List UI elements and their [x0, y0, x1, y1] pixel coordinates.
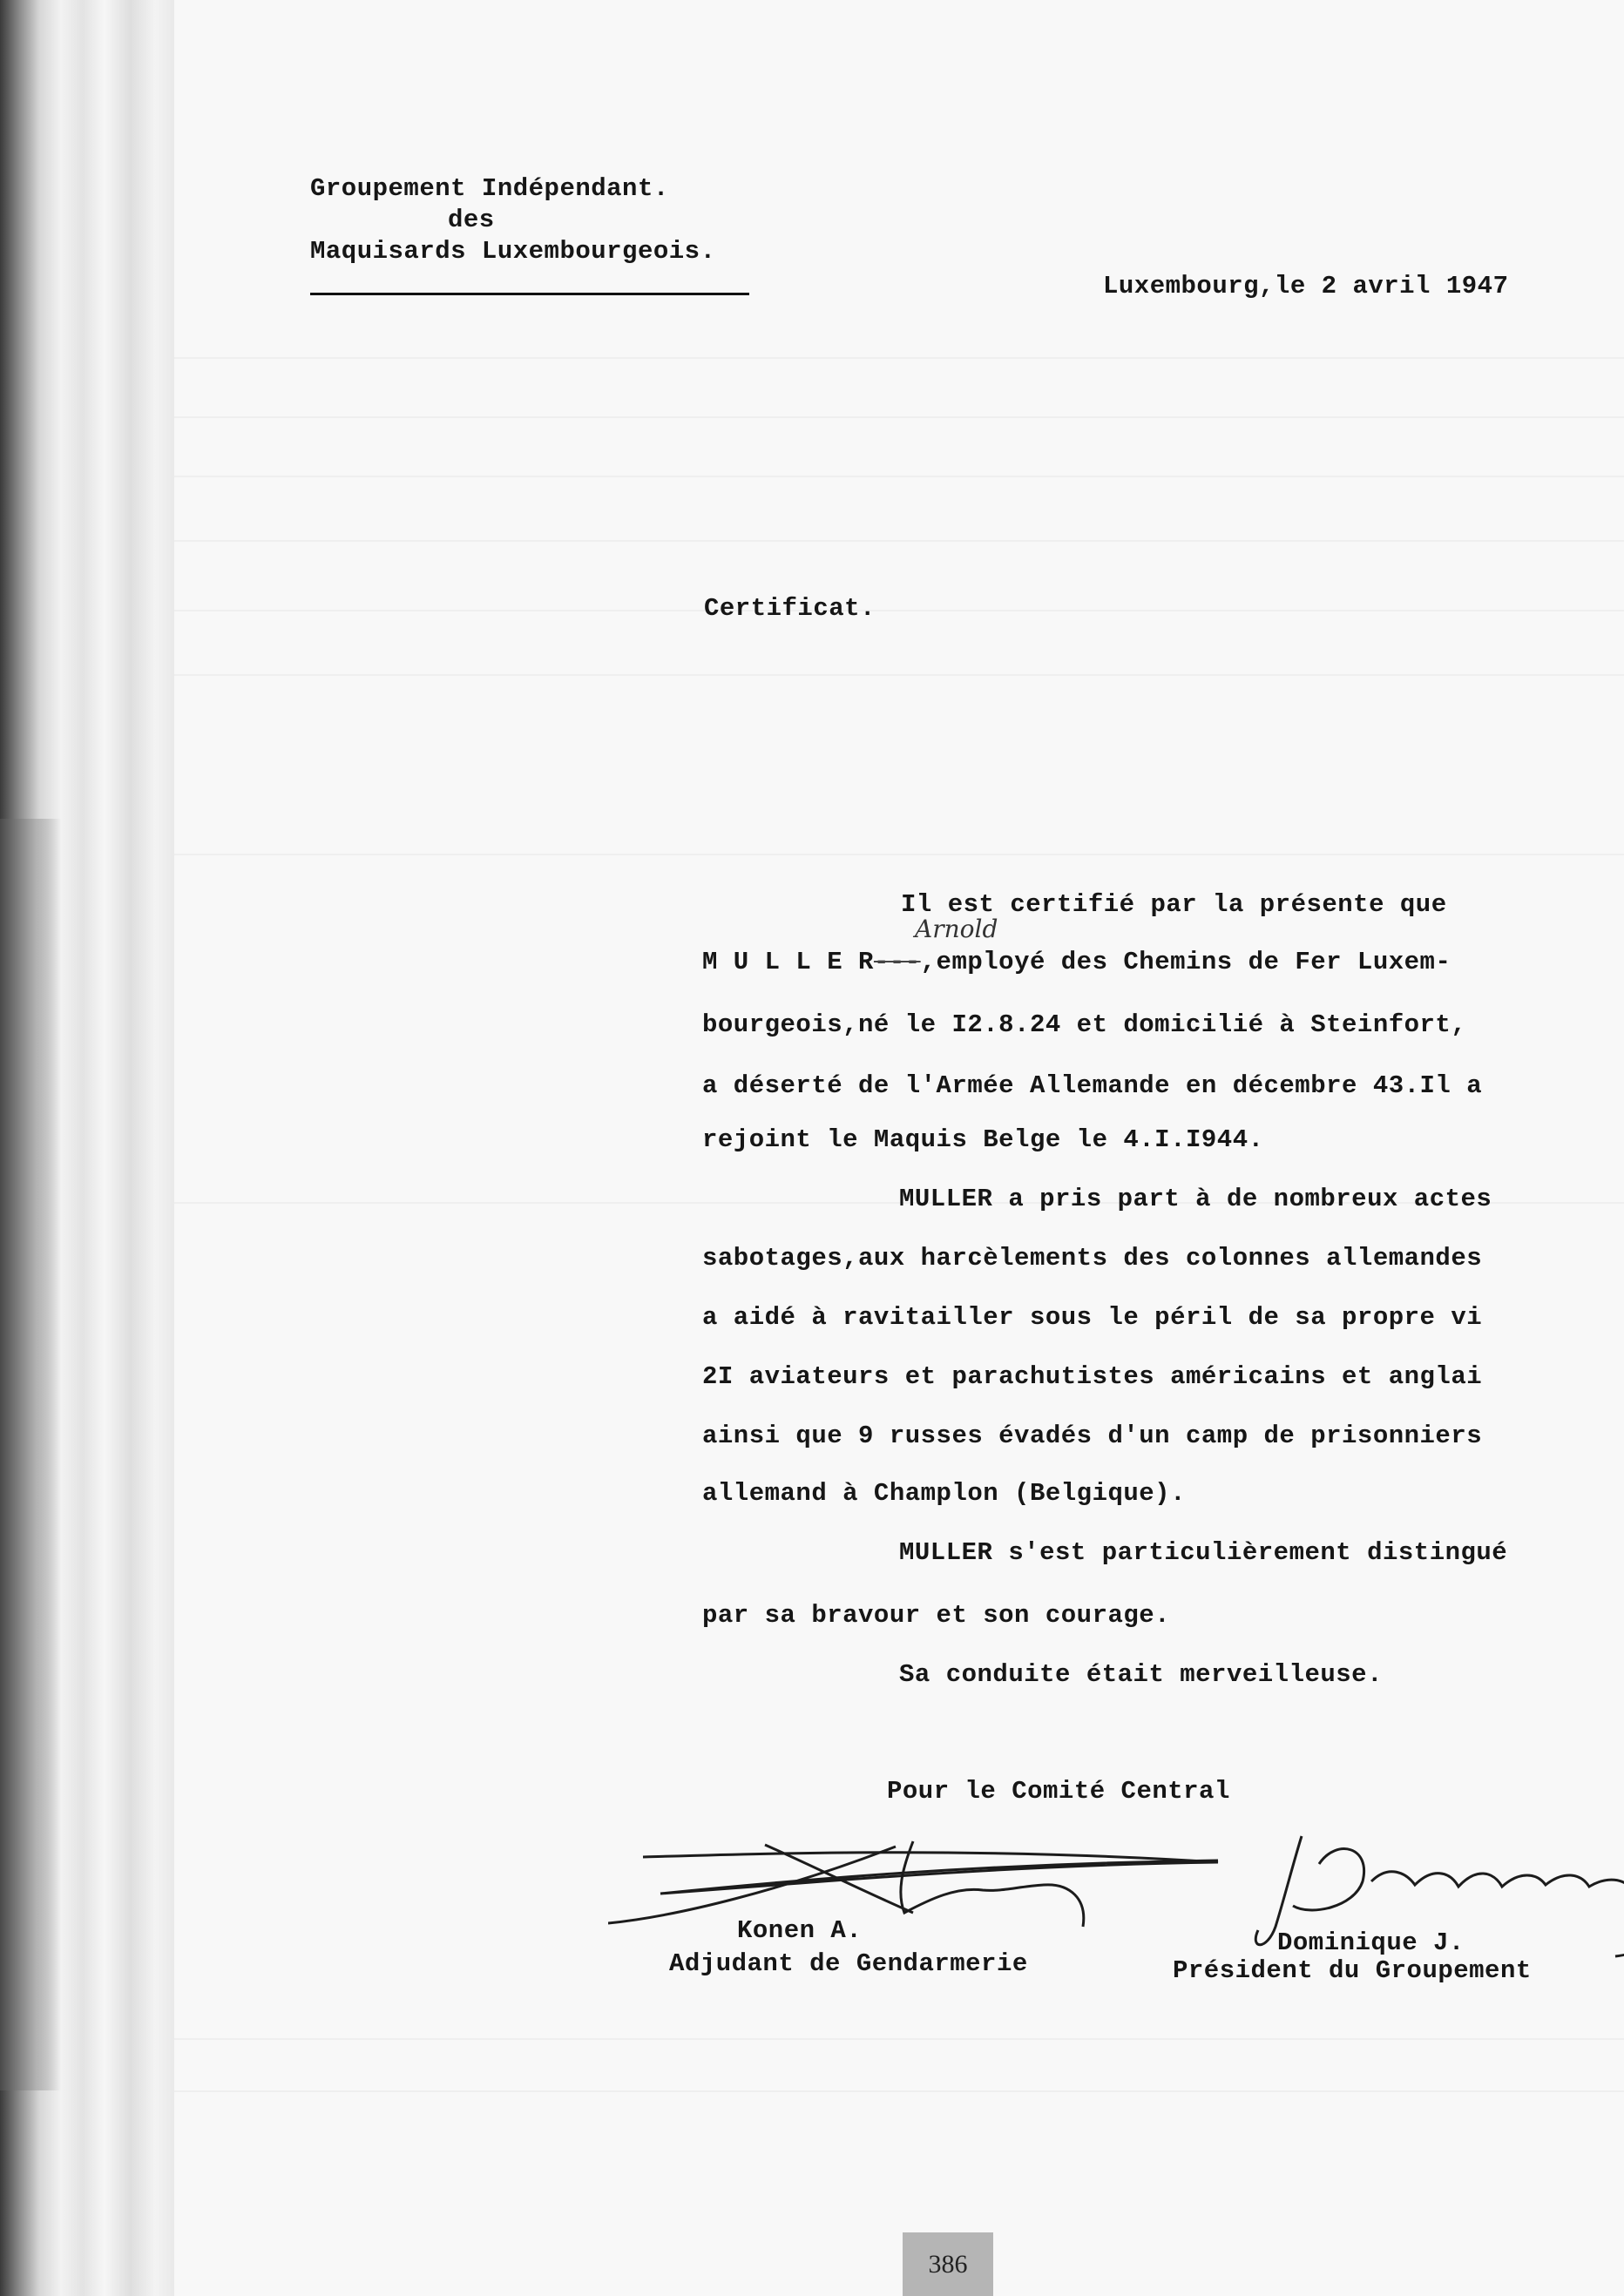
binding-shadow: [0, 819, 61, 2090]
body-line: sabotages,aux harcèlements des colonnes allemandes: [702, 1244, 1483, 1273]
bleed-through: [174, 2090, 1624, 2092]
bleed-through: [174, 854, 1624, 855]
org-line-2: des: [448, 206, 495, 234]
bleed-through: [174, 2038, 1624, 2040]
bleed-through: [174, 540, 1624, 542]
body-line: MULLER a pris part à de nombreux actes: [899, 1185, 1492, 1213]
body-line: [702, 948, 1451, 976]
signature-konen: [608, 1829, 1235, 1942]
bleed-through: [174, 416, 1624, 418]
page-number: 386: [903, 2232, 993, 2296]
body-line: ainsi que 9 russes évadés d'un camp de prisonniers: [702, 1421, 1483, 1450]
body-line: allemand à Champlon (Belgique).: [702, 1479, 1186, 1508]
handwritten-first-name: Arnold: [915, 915, 998, 943]
date-line: Luxembourg,le 2 avril 1947: [1103, 272, 1509, 301]
document-title: Certificat.: [704, 594, 876, 623]
org-line-3: Maquisards Luxembourgeois.: [310, 237, 716, 266]
document-page: [174, 0, 1624, 2296]
org-line-1: Groupement Indépendant.: [310, 174, 669, 203]
body-line: MULLER s'est particulièrement distingué: [899, 1538, 1508, 1567]
bleed-through: [174, 476, 1624, 477]
body-line: par sa bravour et son courage.: [702, 1601, 1171, 1630]
bleed-through: [174, 674, 1624, 676]
letterhead-rule: [310, 293, 749, 295]
body-line: 2I aviateurs et parachutistes américains et anglai: [702, 1362, 1483, 1391]
body-line: Il est certifié par la présente que: [901, 890, 1447, 919]
body-line: rejoint le Maquis Belge le 4.I.I944.: [702, 1125, 1264, 1154]
signatory-title-1: Adjudant de Gendarmerie: [669, 1949, 1028, 1978]
body-line: a aidé à ravitailler sous le péril de sa propre vi: [702, 1303, 1483, 1332]
signatory-name-1: Konen A.: [737, 1916, 863, 1945]
bleed-through: [174, 357, 1624, 359]
signatory-name-2: Dominique J.: [1277, 1928, 1465, 1957]
body-line-rest: ,employé des Chemins de Fer Luxem-: [920, 948, 1451, 976]
surname: M U L L E R: [702, 948, 874, 976]
struck-out-text: ---: [873, 948, 921, 976]
closing-line: Pour le Comité Central: [887, 1777, 1230, 1806]
body-line: Sa conduite était merveilleuse.: [899, 1660, 1383, 1689]
body-line: a déserté de l'Armée Allemande en décembre 43.Il a: [702, 1071, 1483, 1100]
body-line: bourgeois,né le I2.8.24 et domicilié à Steinfort,: [702, 1010, 1467, 1039]
bleed-through: [174, 610, 1624, 611]
signatory-title-2: Président du Groupement: [1173, 1956, 1532, 1985]
